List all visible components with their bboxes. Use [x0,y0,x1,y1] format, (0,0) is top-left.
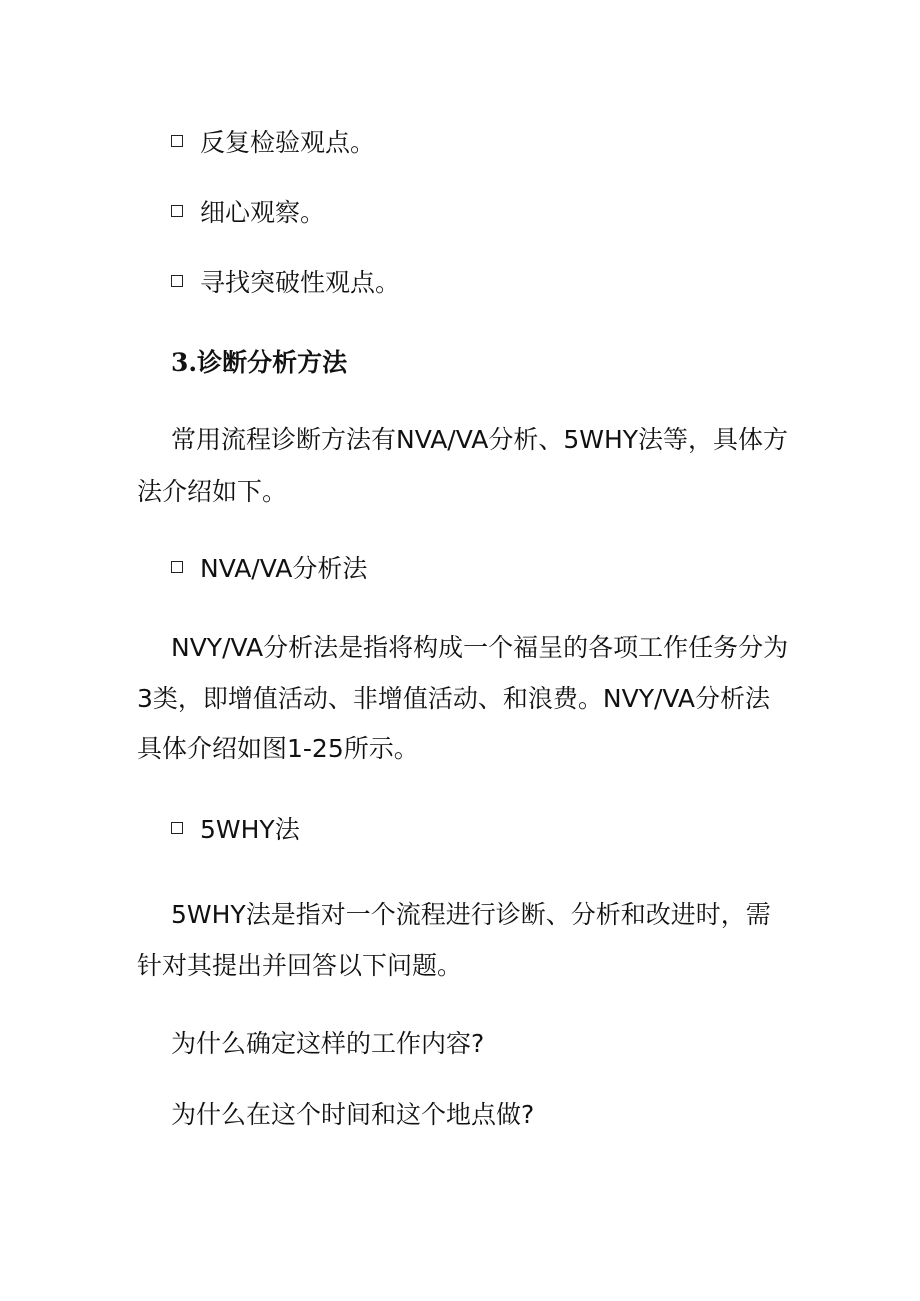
bullet-item [171,128,375,158]
nva-paragraph-line-3: 具体介绍如图1-25所示。 [137,734,419,763]
bullet-text: 反复检验观点。 [200,128,376,157]
checkbox-bullet-icon [171,205,183,217]
bullet-item-5why [171,815,300,845]
bullet-item [171,198,325,228]
question-line: 为什么确定这样的工作内容? [171,1029,485,1058]
checkbox-bullet-icon [171,275,183,287]
checkbox-bullet-icon [171,561,183,573]
bullet-item-nva [171,554,367,584]
why-paragraph-line-1: 5WHY法是指对一个流程进行诊断、分析和改进时，需 [171,900,771,929]
nva-paragraph-line-1: NVY/VA分析法是指将构成一个福呈的各项工作任务分为 [171,633,789,662]
question-line: 为什么在这个时间和这个地点做? [171,1100,535,1129]
section-heading: 3.诊断分析方法 [171,348,348,377]
bullet-text: NVA/VA分析法 [200,554,368,583]
checkbox-bullet-icon [171,135,183,147]
bullet-item [171,268,400,298]
intro-line-1: 常用流程诊断方法有NVA/VA分析、5WHY法等，具体方 [171,425,789,454]
intro-line-2: 法介绍如下。 [137,477,288,506]
why-paragraph-line-2: 针对其提出并回答以下问题。 [137,951,463,980]
bullet-text: 5WHY法 [200,815,300,844]
bullet-text: 寻找突破性观点。 [200,268,401,297]
nva-paragraph-line-2: 3类，即增值活动、非增值活动、和浪费。NVY/VA分析法 [137,684,771,713]
bullet-text: 细心观察。 [200,198,326,227]
checkbox-bullet-icon [171,822,183,834]
